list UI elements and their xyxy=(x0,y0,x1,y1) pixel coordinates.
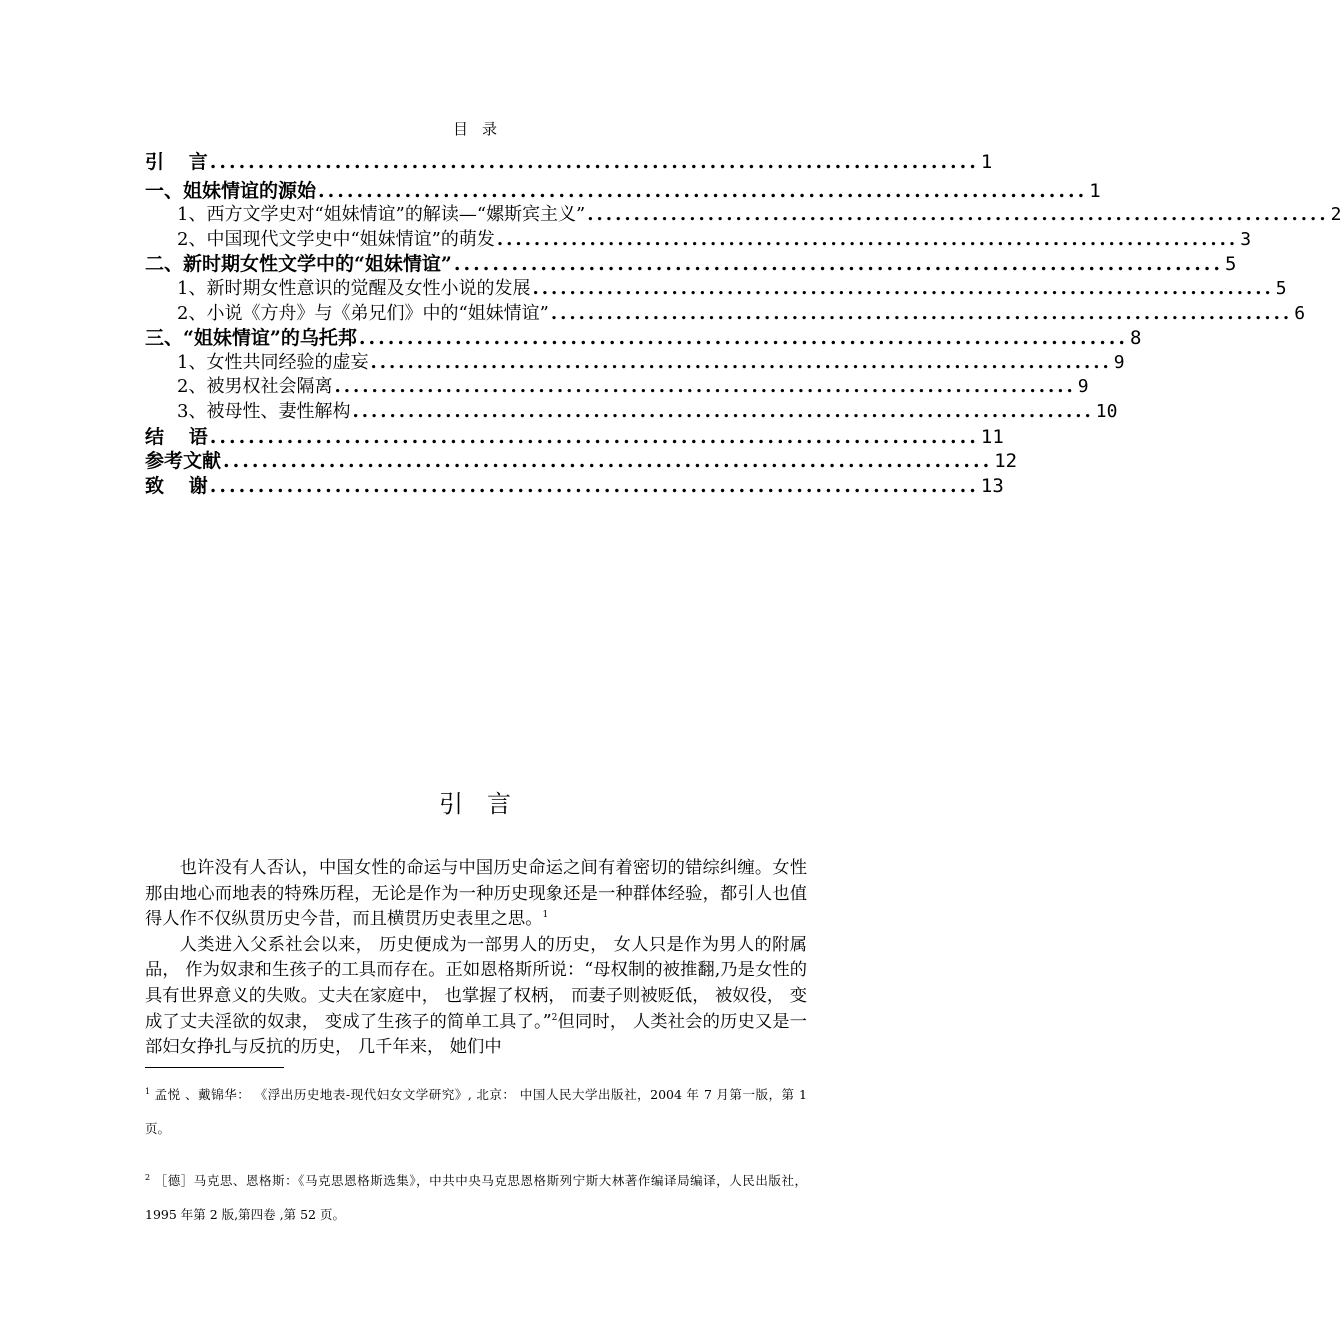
toc-leader-dots: ................................................................................ xyxy=(453,253,1224,276)
toc-leader-dots: ................................................................................ xyxy=(532,277,1274,299)
paragraph: 也许没有人否认，中国女性的命运与中国历史命运之间有着密切的错综纠缠。女性那由地心而地表的特殊历程，无论是作为一种历史现象还是一种群体经验，都引人也值得人作不仅纵贯历史今昔，而且横贯历史表里之思。$^1$ xyxy=(145,858,807,930)
toc-page-number: 13 xyxy=(980,474,1004,497)
toc-entry-chapter-1[interactable]: 一、姐妹情谊的源始 ................................................................................ 1 xyxy=(145,179,1101,202)
footnote-text: 孟悦 、戴锦华： 《浮出历史地表-现代妇女文学研究》, 北京： 中国人民大学出版社，2004 年 7 月第一版，第 1 页。 xyxy=(145,1087,807,1136)
toc-page-number: 2 xyxy=(1330,204,1341,226)
footnote xyxy=(145,1078,807,1146)
toc-leader-dots: ................................................................................ xyxy=(550,302,1293,324)
footnote-divider xyxy=(145,1067,284,1068)
footnote-text: ［德］马克思、恩格斯：《马克思恩格斯选集》，中共中央马克思恩格斯列宁斯大林著作编译局编译，人民出版社，1995 年第 2 版,第四卷 ,第 52 页。 xyxy=(145,1173,807,1222)
toc-entry-3-3[interactable]: 3、被母性、妻性解构 ................................................................................ 10 xyxy=(145,400,806,425)
toc-entry-chapter-3[interactable]: 三、“姐妹情谊”的乌托邦 ................................................................................ 8 xyxy=(145,327,1142,350)
toc-entry-chapter-2[interactable]: 二、新时期女性文学中的“姐妹情谊” ................................................................................ 5 xyxy=(145,253,1237,276)
toc-leader-dots: ................................................................................ xyxy=(370,351,1112,373)
toc-leader-dots: ................................................................................ xyxy=(223,450,993,473)
toc-leader-dots: ................................................................................ xyxy=(587,204,1329,226)
toc-page-number: 1 xyxy=(980,151,993,173)
toc-page-number: 11 xyxy=(980,425,1004,448)
toc-leader-dots: ................................................................................ xyxy=(334,376,1076,398)
toc-page-number: 12 xyxy=(994,450,1018,473)
toc-entry-acknowledgements[interactable]: 致 谢 ................................................................................ 13 xyxy=(145,474,1004,497)
toc-page-number: 5 xyxy=(1225,253,1237,276)
toc-leader-dots: ................................................................................ xyxy=(209,474,979,497)
toc-entry-1-1[interactable]: 1、西方文学史对“姐妹情谊”的解读—“嫘斯宾主义” ................................................................................ 2 xyxy=(145,203,806,228)
toc-entry-conclusion[interactable]: 结 语 ................................................................................ 11 xyxy=(145,425,1004,448)
toc-entry-3-1[interactable]: 1、女性共同经验的虚妄 ................................................................................ 9 xyxy=(145,351,806,376)
toc-page-number: 3 xyxy=(1240,228,1252,250)
footnote-number: 1 xyxy=(145,1087,151,1096)
toc-leader-dots: ................................................................................ xyxy=(209,151,979,173)
body-text xyxy=(145,856,807,1061)
footnote-number: 2 xyxy=(145,1173,151,1182)
toc-entry-3-2[interactable]: 2、被男权社会隔离 ................................................................................ 9 xyxy=(145,375,806,400)
table-of-contents xyxy=(145,150,1341,498)
toc-entry-intro[interactable]: 引 言 ................................................................................ 1 xyxy=(145,151,993,173)
footnote-ref[interactable]: 1 xyxy=(542,910,549,921)
toc-leader-dots: ................................................................................ xyxy=(352,400,1094,422)
toc-entry-2-2[interactable]: 2、小说《方舟》与《弟兄们》中的“姐妹情谊” ................................................................................ 6 xyxy=(145,302,806,327)
toc-entry-references[interactable]: 参考文献 ................................................................................ 12 xyxy=(145,450,1018,473)
toc-leader-dots: ................................................................................ xyxy=(209,425,979,448)
toc-heading: 目录 xyxy=(452,120,511,138)
toc-page-number: 9 xyxy=(1113,351,1125,373)
toc-page-number: 9 xyxy=(1077,376,1089,398)
toc-page-number: 1 xyxy=(1089,179,1101,202)
toc-entry-2-1[interactable]: 1、新时期女性意识的觉醒及女性小说的发展 ................................................................................ 5 xyxy=(145,277,806,302)
toc-leader-dots: ................................................................................ xyxy=(496,228,1239,250)
toc-page-number: 10 xyxy=(1095,400,1118,422)
paragraph: 人类进入父系社会以来， 历史便成为一部男人的历史， 女人只是作为男人的附属品， 作为奴隶和生孩子的工具而存在。正如恩格斯所说：“母权制的被推翻,乃是女性的具有世界意义的失败。丈夫在家庭中， 也掌握了权柄， 而妻子则被贬低， 被奴役， 变成了丈夫淫欲的奴隶， 变成了生孩子的简单工具了。”$^2$但同时， 人类社会的历史又是一部妇女挣扎与反抗的历史， 几千年来， 她们中 xyxy=(145,934,808,1058)
toc-page-number: 6 xyxy=(1294,302,1306,324)
toc-leader-dots: ................................................................................ xyxy=(318,179,1088,202)
toc-page-number: 8 xyxy=(1130,327,1142,350)
section-title: 引言 xyxy=(439,790,535,818)
toc-page-number: 5 xyxy=(1275,277,1287,299)
toc-entry-1-2[interactable]: 2、中国现代文学史中“姐妹情谊”的萌发 ................................................................................ 3 xyxy=(145,228,806,253)
footnote-ref[interactable]: 2 xyxy=(551,1012,558,1023)
toc-leader-dots: ................................................................................ xyxy=(358,327,1129,350)
footnote xyxy=(145,1164,807,1232)
